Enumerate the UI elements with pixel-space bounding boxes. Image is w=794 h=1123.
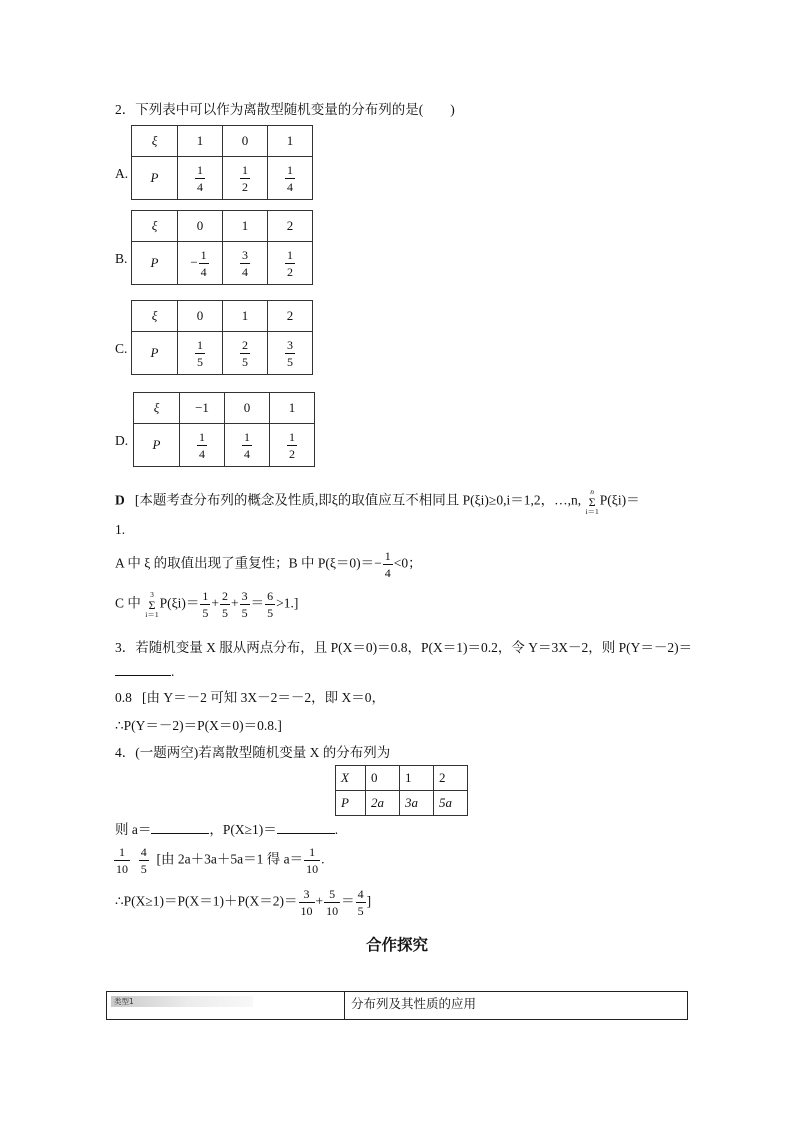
- table-cell: P: [134, 424, 180, 467]
- summation-symbol: 3 Σ i＝1: [145, 590, 159, 619]
- q4-distribution-table: [335, 765, 468, 816]
- minus-sign: −: [190, 253, 198, 269]
- table-cell: 2: [268, 211, 313, 242]
- q4-solution-line2: ∴P(X≥1)＝P(X＝1)＋P(X＝2)＝ $\frac{3}{10}$ + $\frac{5}{10}$ ＝ $\frac{4}{5}$ ]: [115, 887, 372, 918]
- q4-answer-2: $\frac{4}{5}$: [140, 845, 147, 876]
- table-cell: ξ: [132, 301, 178, 332]
- category-box: [106, 991, 688, 1020]
- q2-solution-sum-tail: P(ξi)＝: [599, 492, 640, 508]
- table-cell: [178, 332, 223, 375]
- q3-stem: 3．若随机变量 X 服从两点分布，且 P(X＝0)＝0.8，P(X＝1)＝0.2，令 Y＝3X－2，则 P(Y＝－2)＝: [115, 640, 693, 655]
- table-cell: ξ: [134, 393, 180, 424]
- table-cell: [268, 157, 313, 200]
- q2-answer: D: [115, 492, 125, 508]
- table-cell: ξ: [132, 211, 178, 242]
- table-cell: 1: [223, 211, 268, 242]
- fraction: $\frac{3}{5}$: [287, 337, 293, 369]
- section-title: 合作探究: [365, 936, 428, 954]
- table-cell: [178, 242, 223, 285]
- fraction: $\frac{1}{5}$: [197, 337, 203, 369]
- table-cell: 0: [225, 393, 270, 424]
- answer-blank: [115, 674, 171, 676]
- q2-solution-line3: C 中 3 Σ i＝1 P(ξi)＝ $\frac{1}{5}$ + $\frac{2}{5}$ + $\frac{3}{5}$ ＝ $\frac{6}{5}$ >1.]: [115, 589, 299, 620]
- table-cell: 2: [268, 301, 313, 332]
- table-cell: 1: [223, 301, 268, 332]
- fraction: $\frac{2}{5}$: [242, 337, 248, 369]
- table-cell: 3a: [400, 791, 434, 816]
- table-cell: P: [132, 242, 178, 285]
- fraction: $\frac{1}{4}$: [200, 247, 207, 279]
- table-cell: X: [336, 766, 366, 791]
- table-cell: [180, 424, 225, 467]
- q4-answer-1: $\frac{1}{10}$: [116, 845, 128, 876]
- table-cell: P: [132, 157, 178, 200]
- option-label: C.: [115, 341, 128, 356]
- table-cell: 5a: [434, 791, 468, 816]
- option-table: [131, 300, 313, 375]
- fraction: $\frac{1}{4}$: [287, 162, 293, 194]
- q4-question-line: 则 a＝ ，P(X≥1)＝ .: [115, 822, 339, 837]
- table-cell: [225, 424, 270, 467]
- option-table: [131, 125, 313, 200]
- option-table: [133, 392, 315, 467]
- table-cell: 0: [366, 766, 400, 791]
- q2-solution-line2: A 中 ξ 的取值出现了重复性；B 中 P(ξ＝0)＝− $\frac{1}{4}$ <0；: [115, 549, 422, 580]
- table-cell: ξ: [132, 126, 178, 157]
- q4-solution-line1: $\frac{1}{10}$ $\frac{4}{5}$ [由 2a＋3a＋5a＝1 得 a＝ $\frac{1}{10}$ .: [116, 845, 325, 876]
- q2-stem: 2．下列表中可以作为离散型随机变量的分布列的是( ): [115, 102, 455, 117]
- table-cell: 1: [178, 126, 223, 157]
- table-cell: −1: [180, 393, 225, 424]
- answer-blank: [151, 832, 209, 834]
- table-cell: 1: [270, 393, 315, 424]
- fraction: $\frac{1}{4}$: [197, 162, 203, 194]
- q2-solution-cont: 1.: [115, 522, 126, 537]
- table-cell: [178, 157, 223, 200]
- fraction: $\frac{1}{4}$: [244, 429, 250, 461]
- option-label: B.: [115, 251, 128, 266]
- table-cell: 0: [223, 126, 268, 157]
- table-cell: 1: [400, 766, 434, 791]
- table-cell: 2a: [366, 791, 400, 816]
- summation-symbol: n Σ i＝1: [585, 487, 599, 516]
- q3-answer-line: .: [115, 664, 174, 680]
- category-divider: [344, 992, 345, 1019]
- table-cell: P: [132, 332, 178, 375]
- table-cell: 1: [268, 126, 313, 157]
- q4-stem: 4．(一题两空)若离散型随机变量 X 的分布列为: [115, 745, 391, 760]
- table-cell: [268, 332, 313, 375]
- fraction: $\frac{3}{4}$: [242, 247, 248, 279]
- option-label: D.: [115, 433, 129, 448]
- fraction: $\frac{1}{2}$: [289, 429, 295, 461]
- option-table: [131, 210, 313, 285]
- option-label: A.: [115, 166, 129, 181]
- q2-solution-line1: [115, 488, 640, 515]
- q3-answer: 0.8: [115, 690, 132, 705]
- table-cell: P: [336, 791, 366, 816]
- table-cell: 0: [178, 301, 223, 332]
- table-cell: [223, 157, 268, 200]
- table-cell: 2: [434, 766, 468, 791]
- fraction: $\frac{1}{4}$: [199, 429, 205, 461]
- fraction: $\frac{1}{2}$: [287, 247, 293, 279]
- table-cell: [223, 332, 268, 375]
- table-cell: 0: [178, 211, 223, 242]
- category-label: 分布列及其性质的应用: [351, 996, 477, 1011]
- q3-solution-line1: 0.8 [由 Y＝－2 可知 3X－2＝－2，即 X＝0，: [115, 690, 385, 705]
- table-cell: [268, 242, 313, 285]
- fraction: $\frac{1}{4}$: [384, 549, 391, 580]
- answer-blank: [277, 832, 335, 834]
- table-cell: [223, 242, 268, 285]
- q2-solution-text: [本题考查分布列的概念及性质,即ξ的取值应互不相同且 P(ξi)≥0,i＝1,2，…,n,: [134, 492, 582, 508]
- category-badge: 类型1: [111, 996, 253, 1007]
- q3-solution-line2: ∴P(Y＝－2)＝P(X＝0)＝0.8.]: [115, 718, 282, 733]
- fraction: $\frac{1}{2}$: [242, 162, 248, 194]
- table-cell: [270, 424, 315, 467]
